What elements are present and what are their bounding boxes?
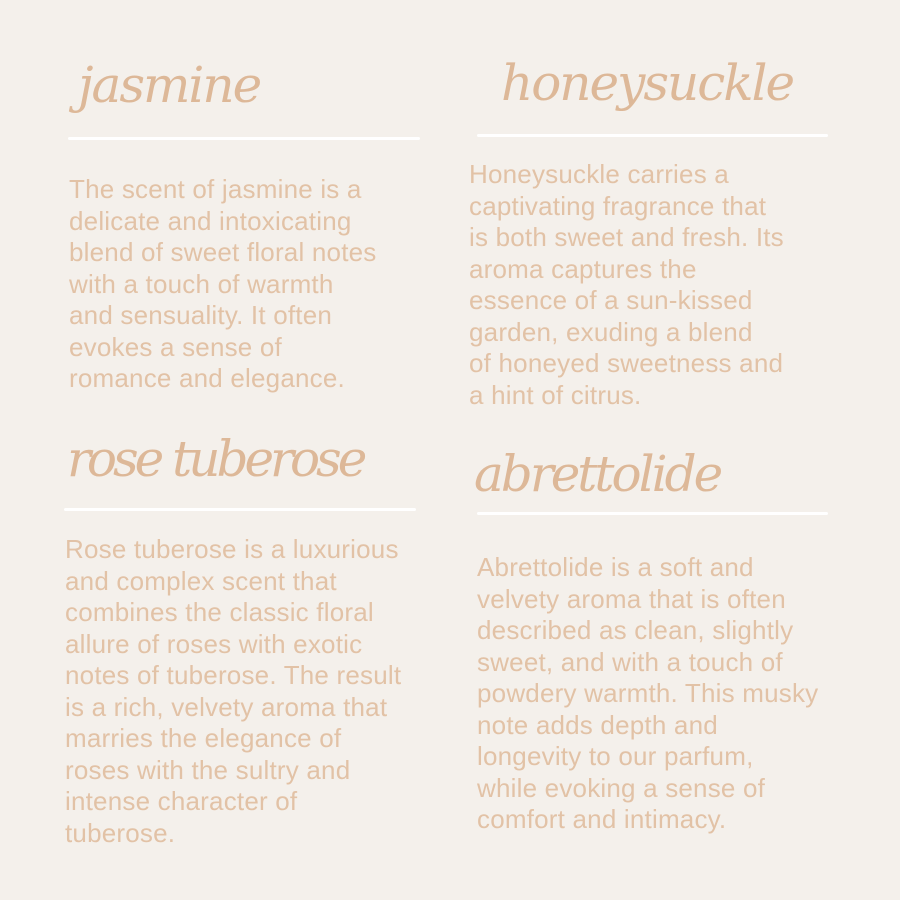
- description-line: romance and elegance.: [69, 363, 345, 393]
- description-line: of honeyed sweetness and: [469, 348, 784, 378]
- divider: [68, 137, 420, 140]
- description-line: velvety aroma that is often: [477, 583, 786, 614]
- description-line: blend of sweet floral notes: [69, 237, 377, 267]
- description-line: essence of a sun-kissed: [469, 285, 753, 315]
- description-line: tuberose.: [65, 817, 176, 848]
- note-description: [469, 159, 784, 411]
- description-line: captivating fragrance that: [469, 190, 767, 221]
- description-line: Honeysuckle carries a: [469, 159, 729, 189]
- description-line: combines the classic floral: [65, 597, 374, 627]
- description-line: comfort and intimacy.: [477, 804, 727, 834]
- description-line: with a touch of warmth: [69, 268, 334, 299]
- description-line: and sensuality. It often: [69, 300, 333, 330]
- divider: [477, 512, 828, 515]
- description-line: while evoking a sense of: [477, 772, 766, 803]
- note-description: [65, 534, 401, 849]
- description-line: Abrettolide is a soft and: [477, 552, 754, 582]
- divider: [64, 508, 416, 511]
- description-line: is a rich, velvety aroma that: [65, 691, 388, 722]
- divider: [477, 134, 828, 137]
- description-line: note adds depth and: [477, 709, 718, 740]
- note-description: [69, 174, 376, 395]
- description-line: roses with the sultry and: [65, 754, 351, 785]
- description-line: a hint of citrus.: [469, 379, 642, 410]
- description-line: and complex scent that: [65, 565, 337, 596]
- description-line: intense character of: [65, 786, 298, 816]
- description-line: marries the elegance of: [65, 723, 342, 753]
- note-title: honeysuckle: [501, 54, 794, 112]
- note-title: rose tuberose: [67, 430, 364, 488]
- description-line: delicate and intoxicating: [69, 205, 352, 236]
- description-line: described as clean, slightly: [477, 615, 794, 645]
- description-line: is both sweet and fresh. Its: [469, 222, 784, 252]
- note-description: [477, 552, 818, 836]
- description-line: Rose tuberose is a luxurious: [65, 534, 399, 564]
- description-line: longevity to our parfum,: [477, 741, 754, 771]
- description-line: powdery warmth. This musky: [477, 678, 819, 708]
- description-line: sweet, and with a touch of: [477, 646, 783, 677]
- note-title: abrettolide: [474, 445, 721, 503]
- description-line: aroma captures the: [469, 253, 697, 284]
- description-line: notes of tuberose. The result: [65, 660, 402, 690]
- note-title: jasmine: [78, 56, 261, 114]
- description-line: The scent of jasmine is a: [69, 174, 362, 204]
- description-line: garden, exuding a blend: [469, 316, 753, 347]
- description-line: evokes a sense of: [69, 331, 282, 362]
- description-line: allure of roses with exotic: [65, 628, 363, 659]
